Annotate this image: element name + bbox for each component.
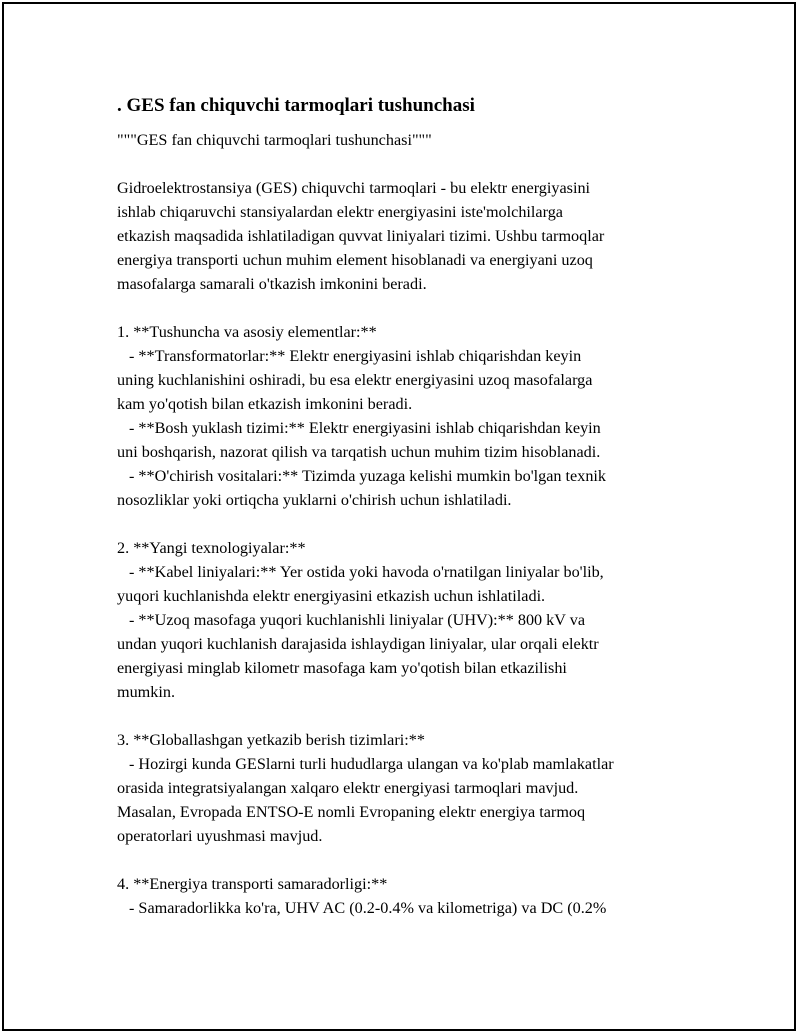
section-heading: 4. **Energiya transporti samaradorligi:** [117, 875, 388, 893]
list-item-line: kam yo'qotish bilan etkazish imkonini beradi. [117, 395, 413, 413]
list-item-line: uning kuchlanishini oshiradi, bu esa elektr energiyasini uzoq masofalarga [117, 371, 593, 389]
document-title: . GES fan chiquvchi tarmoqlari tushunchasi [117, 95, 475, 116]
section-heading: 1. **Tushuncha va asosiy elementlar:** [117, 323, 377, 341]
list-item-line: - Hozirgi kunda GESlarni turli hududlarga ulangan va ko'plab mamlakatlar [129, 755, 614, 773]
list-item-line: - Samaradorlikka ko'ra, UHV AC (0.2-0.4% va kilometriga) va DC (0.2% [129, 899, 607, 917]
intro-line: etkazish maqsadida ishlatiladigan quvvat liniyalari tizimi. Ushbu tarmoqlar [117, 227, 605, 245]
intro-paragraph [117, 176, 717, 296]
spacer [117, 848, 717, 872]
intro-line: ishlab chiqaruvchi stansiyalardan elektr energiyasini iste'molchilarga [117, 203, 563, 221]
list-item-line: Masalan, Evropada ENTSO-E nomli Evropaning elektr energiya tarmoq [117, 803, 586, 821]
list-item-line: yuqori kuchlanishda elektr energiyasini etkazish uchun ishlatiladi. [117, 587, 546, 605]
list-item-line: uni boshqarish, nazorat qilish va tarqatish uchun muhim tizim hisoblanadi. [117, 443, 601, 461]
list-item-line: - **Kabel liniyalari:** Yer ostida yoki havoda o'rnatilgan liniyalar bo'lib, [129, 563, 604, 581]
list-item-line: - **Uzoq masofaga yuqori kuchlanishli liniyalar (UHV):** 800 kV va [129, 611, 586, 629]
intro-line: Gidroelektrostansiya (GES) chiquvchi tarmoqlari - bu elektr energiyasini [117, 179, 591, 197]
list-item-line: mumkin. [117, 683, 176, 701]
list-item-line: undan yuqori kuchlanish darajasida ishlaydigan liniyalar, ular orqali elektr [117, 635, 599, 653]
section-1 [117, 320, 717, 512]
list-item-line: orasida integratsiyalangan xalqaro elektr energiyasi tarmoqlari mavjud. [117, 779, 579, 797]
list-item-line: operatorlari uyushmasi mavjud. [117, 827, 323, 845]
section-heading: 2. **Yangi texnologiyalar:** [117, 539, 306, 557]
section-heading: 3. **Globallashgan yetkazib berish tizimlari:** [117, 731, 425, 749]
spacer [117, 512, 717, 536]
spacer [117, 152, 717, 176]
spacer [117, 296, 717, 320]
list-item-line: - **Transformatorlar:** Elektr energiyasini ishlab chiqarishdan keyin [129, 347, 582, 365]
document-body [117, 93, 717, 920]
section-4 [117, 872, 717, 920]
document-text [117, 128, 717, 920]
list-item-line: nosozliklar yoki ortiqcha yuklarni o'chirish uchun ishlatiladi. [117, 491, 512, 509]
section-3 [117, 728, 717, 848]
spacer [117, 704, 717, 728]
list-item-line: - **O'chirish vositalari:** Tizimda yuzaga kelishi mumkin bo'lgan texnik [129, 467, 607, 485]
list-item-line: - **Bosh yuklash tizimi:** Elektr energiyasini ishlab chiqarishdan keyin [129, 419, 601, 437]
intro-line: masofalarga samarali o'tkazish imkonini beradi. [117, 275, 427, 293]
list-item-line: energiyasi minglab kilometr masofaga kam yo'qotish bilan etkazilishi [117, 659, 567, 677]
intro-line: energiya transporti uchun muhim element hisoblanadi va energiyani uzoq [117, 251, 593, 269]
section-2 [117, 536, 717, 704]
quoted-title: """GES fan chiquvchi tarmoqlari tushunchasi""" [117, 131, 432, 149]
